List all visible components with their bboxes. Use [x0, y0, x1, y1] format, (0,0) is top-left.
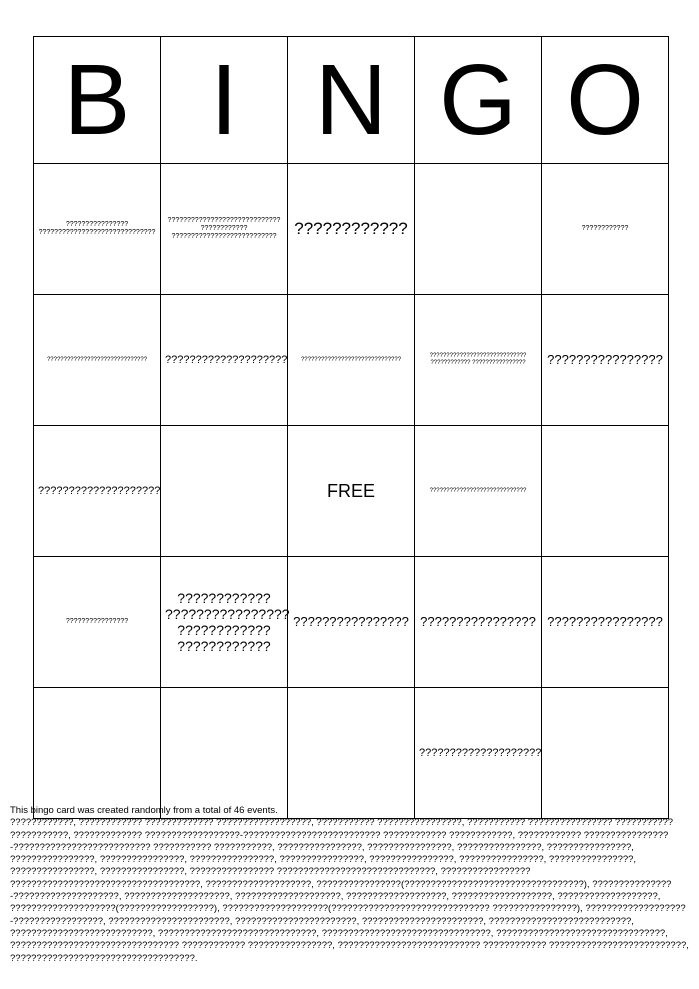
bingo-cell: ???????????????? [542, 557, 669, 688]
bingo-row-5 [34, 688, 669, 819]
bingo-cell: ???????????????? [415, 557, 542, 688]
bingo-row-3 [34, 426, 669, 557]
bingo-cell [288, 688, 415, 819]
header-letter-g: G [415, 37, 542, 164]
bingo-cell: ???????????????? [542, 295, 669, 426]
bingo-cell: ???????????????????? [34, 426, 161, 557]
event-list: ????????????, ???????????? ????????????? ??????????????????, ??????????? ????????????????, ??????????? ???????????????? ??????????? ???????????, ????????????? ??????????????????-?????????????????????????? ???????????? ????????????, ???????????? ????????????????-?????????????????????????? ??????????? ???????????, ????????????????, ????????????????, ????????????????, ????????????????, ????????????????, ????????????????, ????????????????, ????????????????, ????????????????, ????????????????, ????????????????, ????????????????, ????????????????, ???????????????? ??????????????????????????????, ????????????????? ????????????????????????????????????, ????????????????????, ????????????????(??????????????????????????????????), ???????????????-????????????????????, ????????????????????, ????????????????????, ???????????????????, ???????????????????, ???????????????????, ????????????????????(??????????????????), ????????????????????(?????????????????????????????? ????????????????), ???????????????????-?????????????????, ???????????????????????, ???????????????????????, ???????????????????????, ???????????????????????????, ???????????????????????????, ??????????????????????????????, ????????????????????????????????, ????????????????????????????????, ???????????????????????????????? ???????????? ????????????????, ??????????????????????????? ???????????? ??????????????????????????, ???????????????????????????????????. [10, 817, 689, 964]
header-row [34, 37, 669, 164]
bingo-cell: ???????????????? [34, 557, 161, 688]
bingo-cell: ???????????????????? [161, 295, 288, 426]
bingo-cell [415, 164, 542, 295]
header-letter-o: O [542, 37, 669, 164]
bingo-cell [34, 688, 161, 819]
bingo-cell: ?????????????????????????????? [288, 295, 415, 426]
free-space: FREE [288, 426, 415, 557]
header-letter-b: B [34, 37, 161, 164]
bingo-row-1 [34, 164, 669, 295]
bingo-cell: ???????????????????? [415, 688, 542, 819]
bingo-cell: ????????????????????????????? ???????????? ??????????????????????????? [161, 164, 288, 295]
card-footer [10, 805, 690, 965]
bingo-cell: ?????????????????????????????? [34, 295, 161, 426]
footer-intro: This bingo card was created randomly from a total of 46 events. [10, 805, 278, 816]
header-letter-n: N [288, 37, 415, 164]
bingo-cell [161, 688, 288, 819]
bingo-cell: ???????????????? ?????????????????????????????? [34, 164, 161, 295]
header-letter-i: I [161, 37, 288, 164]
bingo-cell: ????????????????????????????? [415, 426, 542, 557]
bingo-row-2 [34, 295, 669, 426]
bingo-cell [542, 688, 669, 819]
bingo-card [33, 36, 669, 819]
bingo-cell [161, 426, 288, 557]
bingo-cell: ????????????????????????????? ???????????? ???????????????? [415, 295, 542, 426]
bingo-cell: ???????????? ???????????????? ???????????? ???????????? [161, 557, 288, 688]
bingo-cell: ???????????? [288, 164, 415, 295]
bingo-cell: ???????????? [542, 164, 669, 295]
bingo-cell: ???????????????? [288, 557, 415, 688]
bingo-row-4 [34, 557, 669, 688]
bingo-cell [542, 426, 669, 557]
